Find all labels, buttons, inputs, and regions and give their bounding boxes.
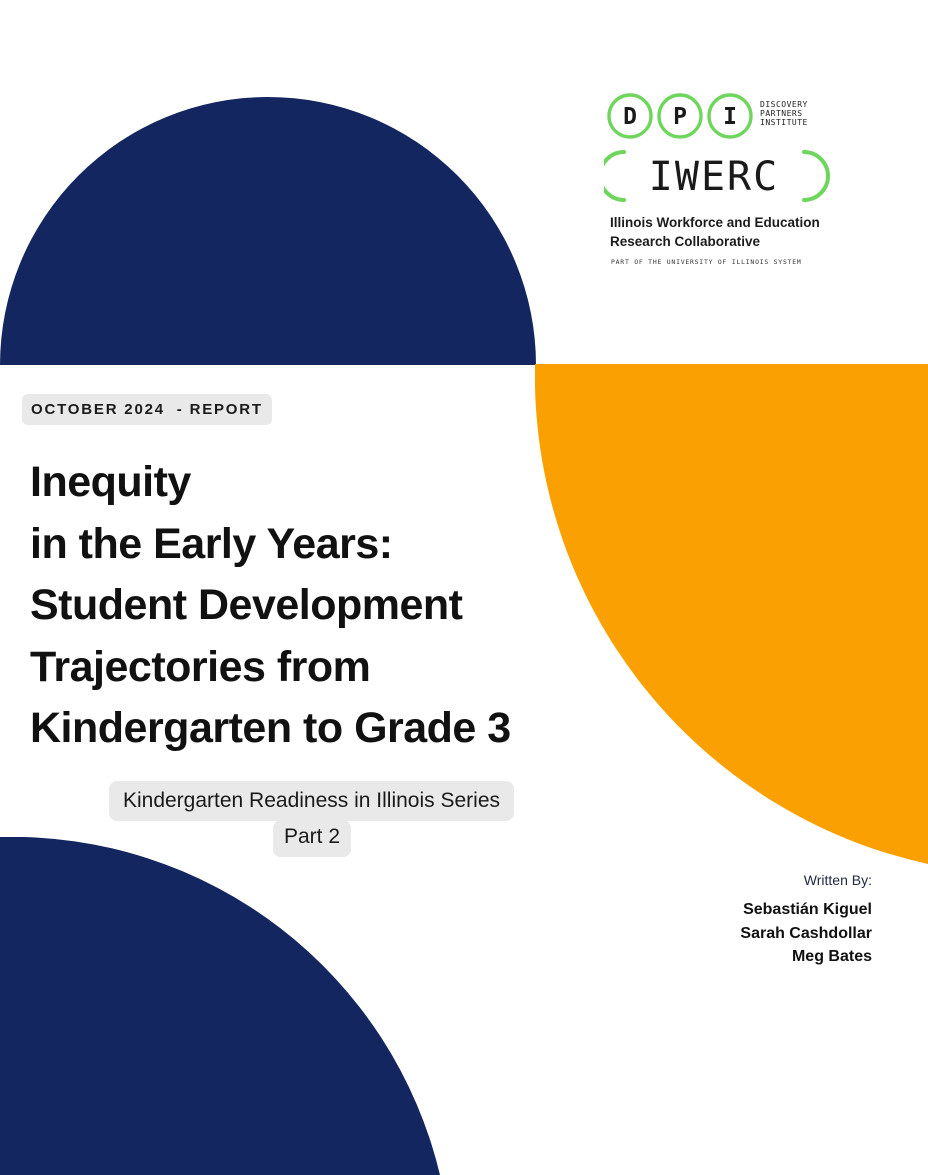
university-system-line: PART OF THE UNIVERSITY OF ILLINOIS SYSTEM	[611, 258, 802, 266]
orange-quarter-circle	[535, 364, 928, 864]
navy-half-circle-top	[0, 0, 536, 365]
report-date-badge: OCTOBER 2024 - REPORT	[22, 394, 272, 425]
author-list	[612, 870, 872, 969]
series-part-badge: Part 2	[273, 820, 351, 857]
dpi-institute-name: DISCOVERY PARTNERS INSTITUTE	[760, 100, 808, 127]
title-line: in the Early Years:	[30, 519, 393, 568]
dpi-logo-mark	[604, 90, 756, 142]
navy-quarter-circle-bottom	[0, 837, 440, 1175]
dpi-letter-p: P	[673, 104, 687, 130]
iwerc-wordmark: IWERC	[648, 154, 780, 200]
title-line: Student Development	[30, 581, 463, 629]
iwerc-logo-mark	[604, 148, 834, 204]
dpi-letter-d: D	[623, 104, 637, 130]
dpi-letter-i: I	[723, 104, 737, 130]
dpi-iwerc-logo	[604, 88, 844, 273]
title-line: Trajectories from	[30, 642, 371, 691]
title-line: Inequity	[30, 458, 191, 506]
report-title	[30, 452, 550, 760]
written-by-label: Written By:	[803, 872, 872, 888]
title-line: Kindergarten to Grade 3	[30, 704, 511, 752]
series-name-badge: Kindergarten Readiness in Illinois Series	[109, 781, 514, 821]
collaborative-name: Illinois Workforce and Education Research Collaborative	[610, 215, 820, 249]
author-name: Sebastián Kiguel	[743, 901, 872, 918]
author-name: Meg Bates	[791, 948, 872, 965]
author-name: Sarah Cashdollar	[740, 924, 872, 942]
